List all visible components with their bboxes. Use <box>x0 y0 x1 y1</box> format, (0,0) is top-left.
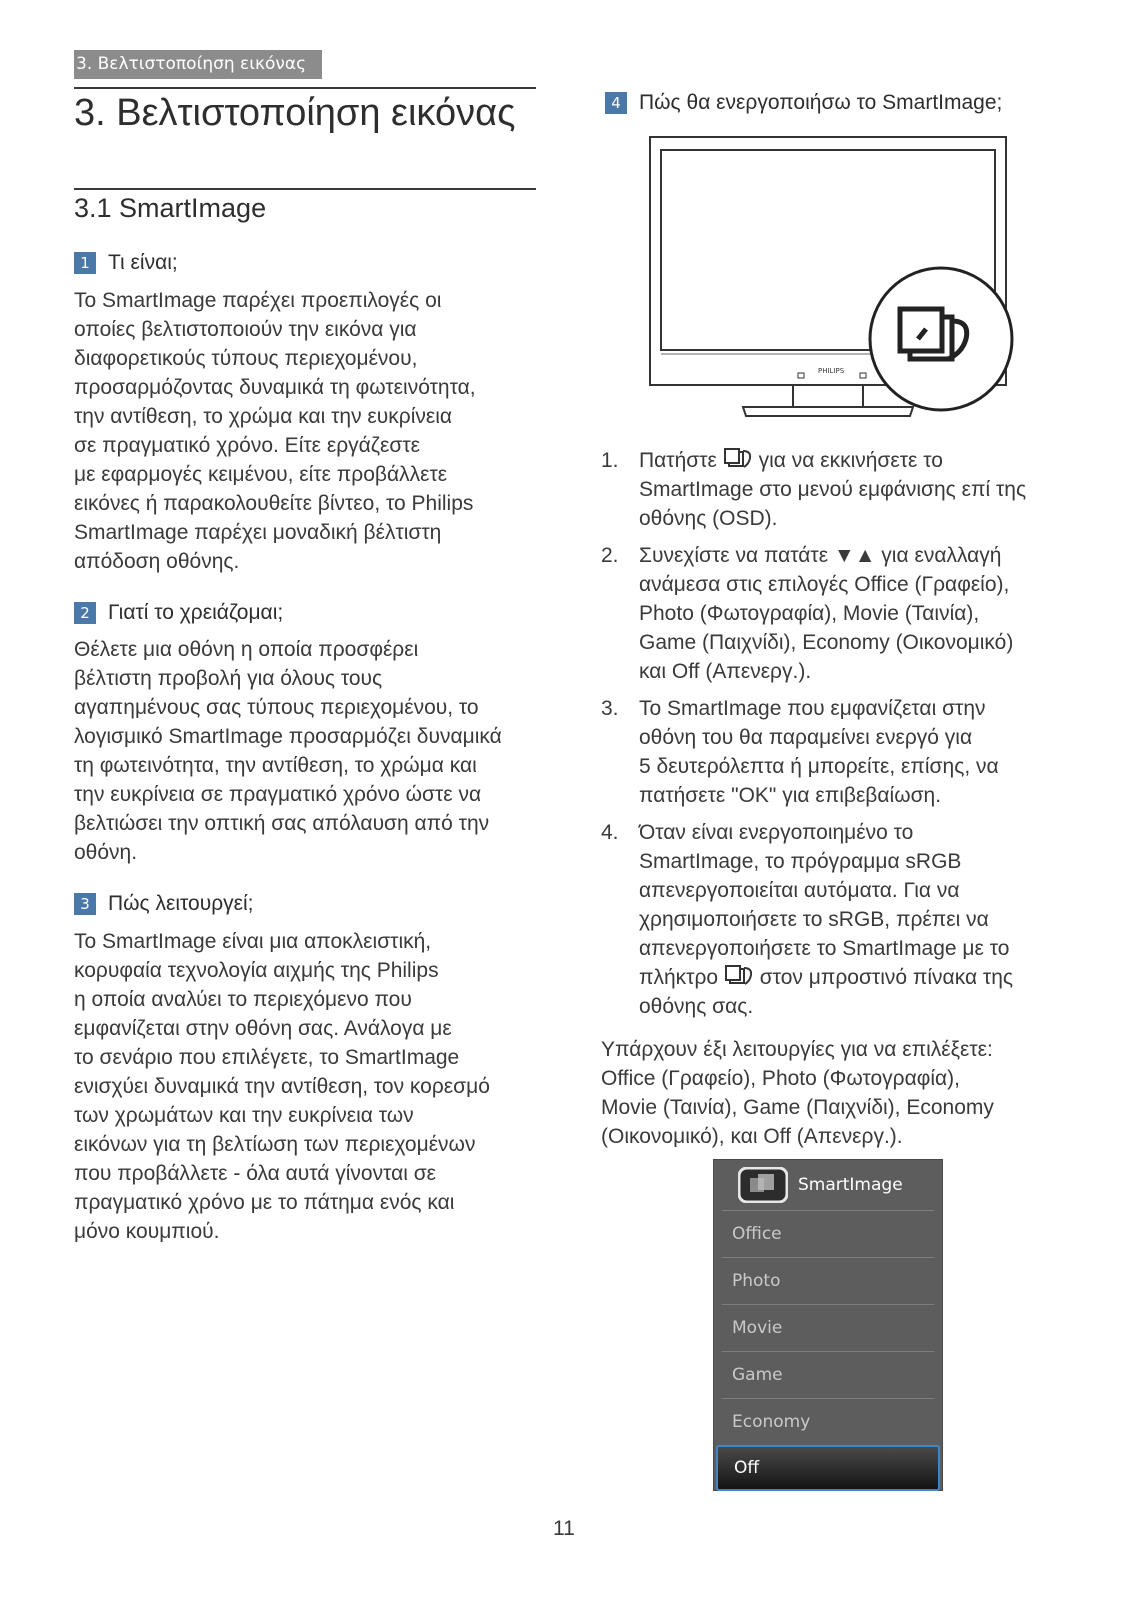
subsection-heading-text: Τι είναι; <box>108 251 178 274</box>
subsection-heading-text: Πώς θα ενεργοποιήσω το SmartImage; <box>639 91 1003 114</box>
text-line: Υπάρχουν έξι λειτουργίες για να επιλέξετε: <box>601 1038 993 1061</box>
section-rule <box>74 188 536 190</box>
text-line: SmartImage παρέχει μοναδική βέλτιστη <box>74 521 442 544</box>
osd-item-movie[interactable]: Movie <box>722 1304 934 1351</box>
text-line: λογισμικό SmartImage προσαρμόζει δυναμικά <box>74 725 502 748</box>
subsection-2-body <box>74 635 536 867</box>
osd-item-office[interactable]: Office <box>722 1210 934 1257</box>
text-line: με εφαρμογές κειμένου, είτε προβάλλετε <box>74 463 448 486</box>
step-text: Το SmartImage που εμφανίζεται στην <box>639 697 986 720</box>
text-line: βέλτιστη προβολή για όλους τους <box>74 667 383 690</box>
text-line: σε πραγματικό χρόνο. Είτε εργάζεστε <box>74 434 421 457</box>
summary-paragraph <box>601 1035 1071 1151</box>
step-text: SmartImage στο μενού εμφάνισης επί της <box>639 478 1027 501</box>
text-line: διαφορετικούς τύπους περιεχομένου, <box>74 347 418 370</box>
text-line: Το SmartImage είναι μια αποκλειστική, <box>74 930 432 953</box>
text-line: τη φωτεινότητα, την αντίθεση, το χρώμα και <box>74 754 477 777</box>
list-item <box>601 818 1071 1021</box>
step-text: οθόνης (OSD). <box>639 507 778 530</box>
subsection-number: 1 <box>74 252 96 274</box>
header-tab: 3. Βελτιστοποίηση εικόνας <box>74 50 322 79</box>
text-line: οθόνη. <box>74 841 138 864</box>
steps-list <box>601 446 1071 1029</box>
text-line: Movie (Ταινία), Game (Παιχνίδι), Economy <box>601 1096 994 1119</box>
step-number: 2. <box>601 544 619 567</box>
text-line: προσαρμόζοντας δυναμικά τη φωτεινότητα, <box>74 376 476 399</box>
osd-item-game[interactable]: Game <box>722 1351 934 1398</box>
step-text: Συνεχίστε να πατάτε ▼▲ για εναλλαγή <box>639 544 1002 567</box>
step-number: 1. <box>601 449 619 472</box>
subsection-3-body <box>74 927 536 1246</box>
step-text: SmartImage, το πρόγραμμα sRGB <box>639 850 962 873</box>
osd-item-economy[interactable]: Economy <box>722 1398 934 1445</box>
subsection-number: 2 <box>74 602 96 624</box>
chapter-title: 3. Βελτιστοποίηση εικόνας <box>74 92 516 134</box>
section-title: 3.1 SmartImage <box>74 193 267 223</box>
list-item <box>601 446 1071 533</box>
subsection-number: 4 <box>605 92 627 114</box>
subsection-2-heading <box>74 601 283 625</box>
step-text: στον μπροστινό πίνακα της <box>759 966 1014 989</box>
step-number: 4. <box>601 821 619 844</box>
text-line: των χρωμάτων και την ευκρίνεια των <box>74 1104 414 1127</box>
subsection-heading-text: Πώς λειτουργεί; <box>108 892 254 915</box>
step-text: πλήκτρο <box>639 966 719 989</box>
text-line: ενισχύει δυναμικά την αντίθεση, τον κορεσμό <box>74 1075 490 1098</box>
step-text: απενεργοποιείται αυτόματα. Για να <box>639 879 960 902</box>
text-line: βελτιώσει την οπτική σας απόλαυση από την <box>74 812 490 835</box>
step-text: πατήσετε "OK" για επιβεβαίωση. <box>639 784 942 807</box>
subsection-3-heading <box>74 892 254 916</box>
smartimage-button-icon <box>724 965 754 987</box>
text-line: (Οικονομικό), και Off (Απενεργ.). <box>601 1125 903 1148</box>
subsection-1-body <box>74 286 536 576</box>
text-line: την ευκρίνεια σε πραγματικό χρόνο ώστε να <box>74 783 482 806</box>
step-text: ανάμεσα στις επιλογές Office (Γραφείο), <box>639 573 1010 596</box>
step-text: οθόνη του θα παραμείνει ενεργό για <box>639 726 973 749</box>
text-line: πραγματικό χρόνο με το πάτημα ενός και <box>74 1191 455 1214</box>
monitor-illustration <box>648 133 1018 428</box>
text-line: εικόνες ή παρακολουθείτε βίντεο, το Philips <box>74 492 474 515</box>
text-line: κορυφαία τεχνολογία αιχμής της Philips <box>74 959 439 982</box>
text-line: την αντίθεση, το χρώμα και την ευκρίνεια <box>74 405 453 428</box>
step-number: 3. <box>601 697 619 720</box>
chapter-rule-top <box>74 87 536 89</box>
subsection-heading-text: Γιατί το χρειάζομαι; <box>108 601 284 624</box>
monitor-brand: PHILIPS <box>818 367 845 375</box>
subsection-1-heading <box>74 251 178 275</box>
step-text: Όταν είναι ενεργοποιημένο το <box>639 821 914 844</box>
osd-header <box>714 1160 942 1210</box>
text-line: το σενάριο που επιλέγετε, το SmartImage <box>74 1046 460 1069</box>
smartimage-logo-icon <box>738 1167 788 1203</box>
text-line: που προβάλλετε - όλα αυτά γίνονται σε <box>74 1162 437 1185</box>
smartimage-button-icon <box>723 448 753 470</box>
step-text: Photo (Φωτογραφία), Movie (Ταινία), <box>639 602 980 625</box>
smartimage-osd-menu <box>714 1160 942 1490</box>
osd-title: SmartImage <box>798 1175 903 1195</box>
step-text: 5 δευτερόλεπτα ή μπορείτε, επίσης, να <box>639 755 999 778</box>
osd-item-off[interactable]: Off <box>716 1445 940 1491</box>
step-text: Πατήστε <box>639 449 717 472</box>
text-line: οποίες βελτιστοποιούν την εικόνα για <box>74 318 417 341</box>
step-text: για να εκκινήσετε το <box>758 449 943 472</box>
subsection-4-heading <box>605 91 1002 115</box>
list-item <box>601 541 1071 686</box>
text-line: Office (Γραφείο), Photo (Φωτογραφία), <box>601 1067 961 1090</box>
subsection-number: 3 <box>74 893 96 915</box>
step-text: και Off (Απενεργ.). <box>639 660 812 683</box>
text-line: εικόνων για τη βελτίωση των περιεχομένων <box>74 1133 476 1156</box>
text-line: αγαπημένους σας τύπους περιεχομένου, το <box>74 696 479 719</box>
osd-item-photo[interactable]: Photo <box>722 1257 934 1304</box>
text-line: απόδοση οθόνης. <box>74 550 240 573</box>
step-text: οθόνης σας. <box>639 995 754 1018</box>
step-text: χρησιμοποιήσετε το sRGB, πρέπει να <box>639 908 989 931</box>
list-item <box>601 694 1071 810</box>
page-number: 11 <box>553 1517 575 1540</box>
text-line: η οποία αναλύει το περιεχόμενο που <box>74 988 412 1011</box>
text-line: εμφανίζεται στην οθόνη σας. Ανάλογα με <box>74 1017 452 1040</box>
text-line: μόνο κουμπιού. <box>74 1220 220 1243</box>
text-line: Το SmartImage παρέχει προεπιλογές οι <box>74 289 442 312</box>
step-text: Game (Παιχνίδι), Economy (Οικονομικό) <box>639 631 1014 654</box>
text-line: Θέλετε μια οθόνη η οποία προσφέρει <box>74 638 419 661</box>
step-text: απενεργοποιήσετε το SmartImage με το <box>639 937 1010 960</box>
